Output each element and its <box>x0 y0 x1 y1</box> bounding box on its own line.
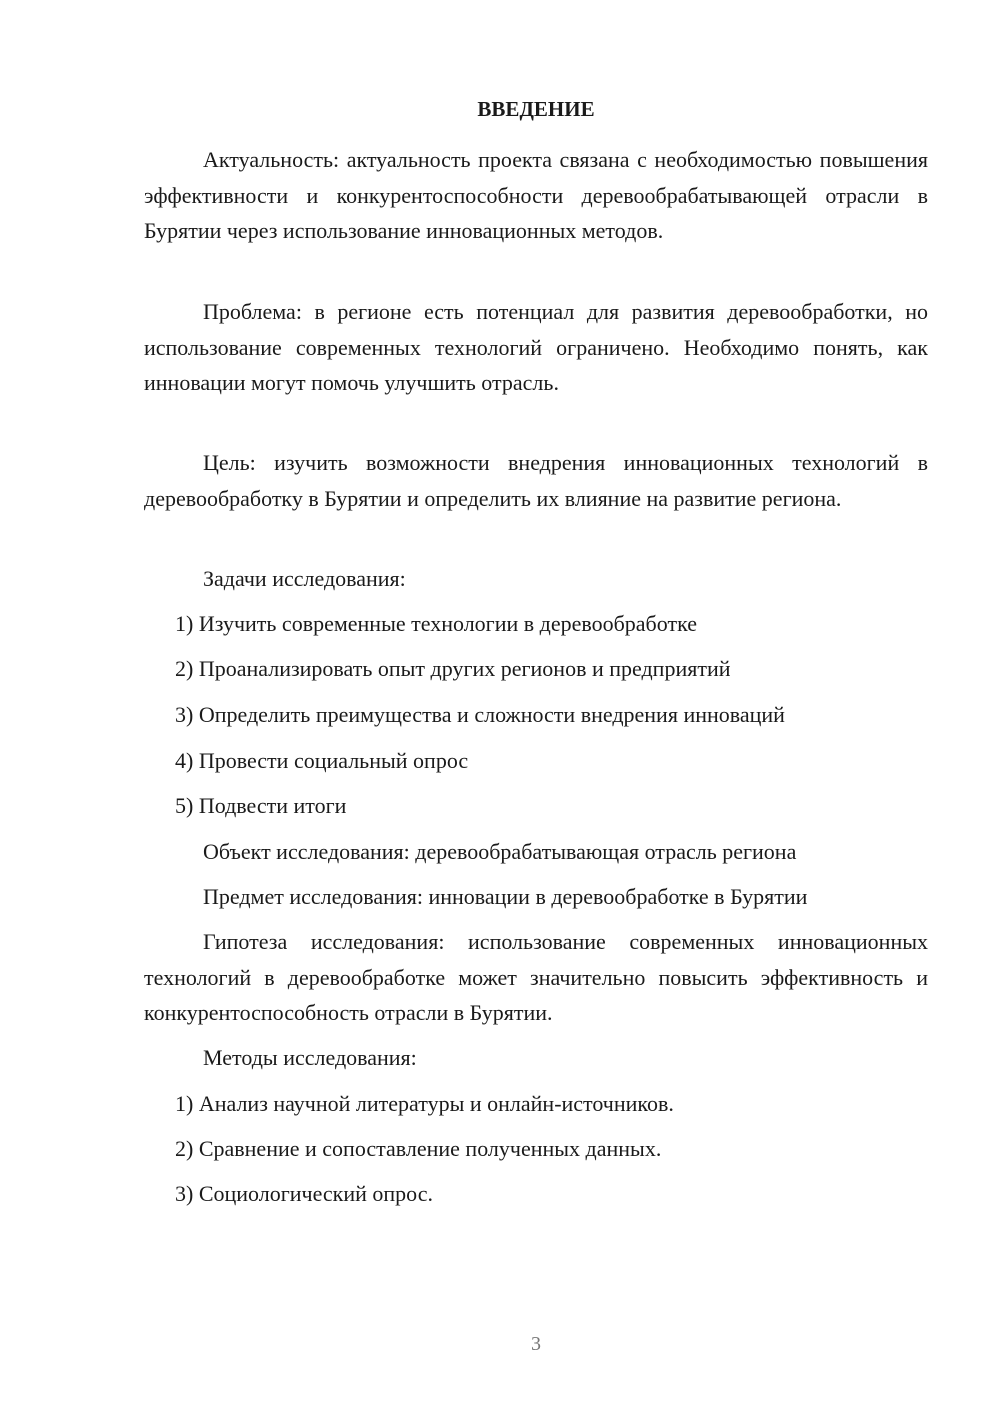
method-item: 1) Анализ научной литературы и онлайн-источников. <box>175 1091 674 1116</box>
method-item: 3) Социологический опрос. <box>175 1181 433 1206</box>
methods-heading: Методы исследования: <box>203 1045 417 1070</box>
task-item: 3) Определить преимущества и сложности внедрения инноваций <box>175 702 785 727</box>
method-item: 2) Сравнение и сопоставление полученных данных. <box>175 1136 662 1161</box>
paragraph-problem: Проблема: в регионе есть потенциал для развития деревообработки, но использование современных технологий ограничено. Необходимо понять, как инновации могут помочь улучшить отрасль. <box>144 299 928 395</box>
page-title: ВВЕДЕНИЕ <box>477 97 595 121</box>
tasks-heading: Задачи исследования: <box>203 566 406 591</box>
research-subject: Предмет исследования: инновации в деревообработке в Бурятии <box>203 884 808 909</box>
task-item: 1) Изучить современные технологии в деревообработке <box>175 611 697 636</box>
paragraph-goal: Цель: изучить возможности внедрения инновационных технологий в деревообработку в Бурятии и определить их влияние на развитие региона. <box>144 450 928 511</box>
task-item: 4) Провести социальный опрос <box>175 748 469 773</box>
task-item: 2) Проанализировать опыт других регионов и предприятий <box>175 656 731 681</box>
paragraph-relevance: Актуальность: актуальность проекта связана с необходимостью повышения эффективности и конкурентоспособности деревообрабатывающей отрасли в Бурятии через использование инновационных методов. <box>144 147 928 243</box>
research-object: Объект исследования: деревообрабатывающая отрасль региона <box>203 839 797 864</box>
paragraph-hypothesis: Гипотеза исследования: использование современных инновационных технологий в деревообработке может значительно повысить эффективность и конкурентоспособность отрасли в Бурятии. <box>144 929 928 1025</box>
page-number: 3 <box>531 1333 541 1355</box>
task-item: 5) Подвести итоги <box>175 793 347 818</box>
